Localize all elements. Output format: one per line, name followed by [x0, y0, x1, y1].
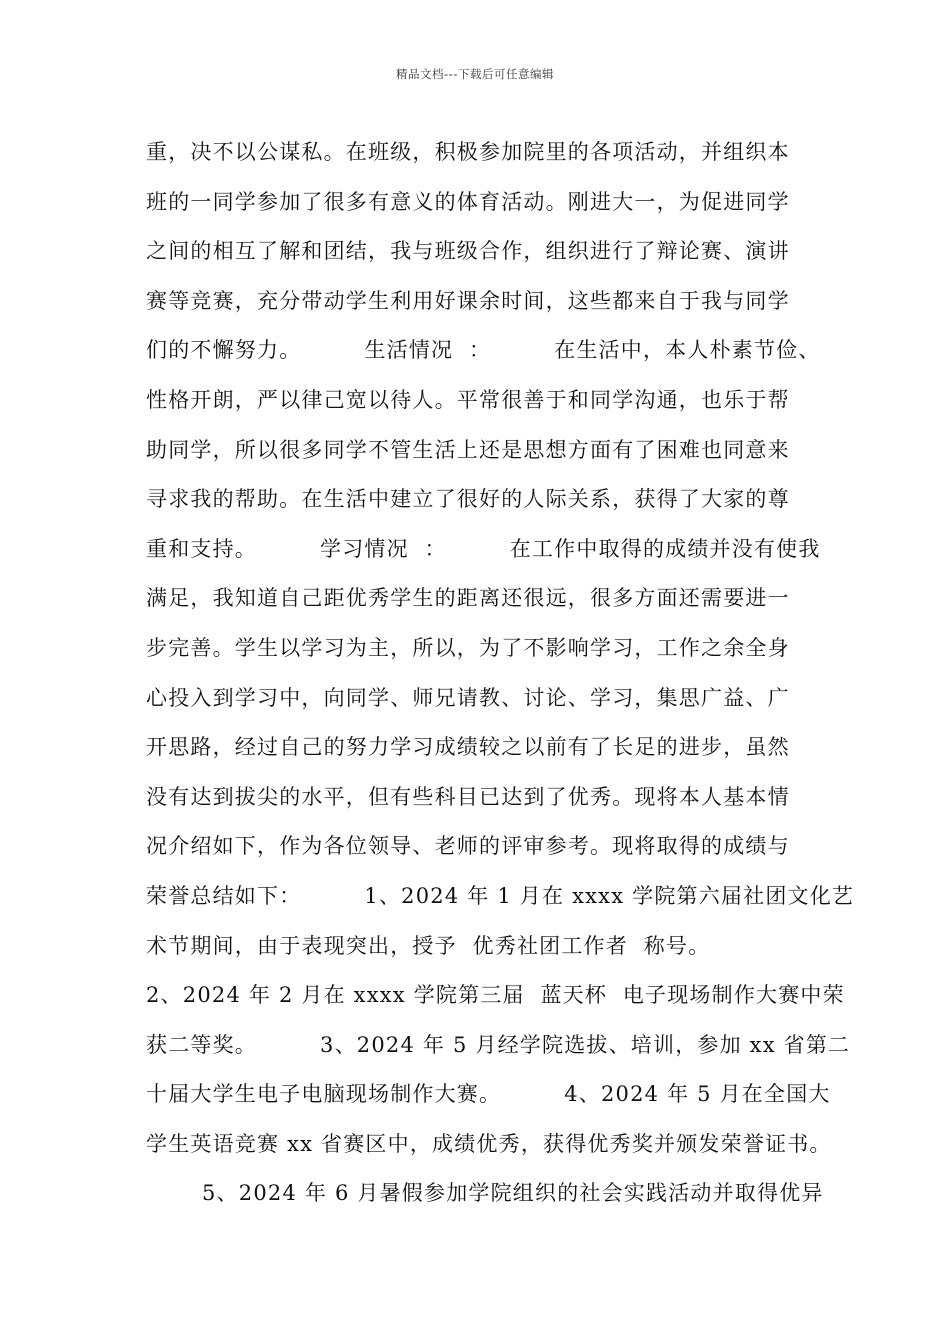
text-line: 开思路，经过自己的努力学习成绩较之以前有了长足的进步，虽然 — [146, 735, 790, 760]
text-line: 荣誉总结如下： 1、2024 年 1 月在 xxxx 学院第六届社团文化艺 — [146, 883, 855, 908]
text-line: 助同学，所以很多同学不管生活上还是思想方面有了困难也同意来 — [146, 437, 790, 462]
text-line: 重，决不以公谋私。在班级，积极参加院里的各项活动，并组织本 — [146, 140, 790, 164]
text-line: 之间的相互了解和团结，我与班级合作，组织进行了辩论赛、演讲 — [146, 239, 790, 264]
text-line: 况介绍如下，作为各位领导、老师的评审参考。现将取得的成绩与 — [146, 834, 790, 859]
text-line: 学生英语竞赛 xx 省赛区中，成绩优秀，获得优秀奖并颁发荣誉证书。 — [146, 1131, 832, 1156]
text-line: 步完善。学生以学习为主，所以，为了不影响学习，工作之余全身 — [146, 635, 790, 660]
text-line: 心投入到学习中，向同学、师兄请教、讨论、学习，集思广益、广 — [146, 685, 790, 710]
document-body — [146, 128, 855, 1219]
text-line: 十届大学生电子电脑现场制作大赛。 4、2024 年 5 月在全国大 — [146, 1082, 831, 1107]
text-line: 赛等竞赛，充分带动学生利用好课余时间，这些都来自于我与同学 — [146, 288, 790, 313]
text-line: 术节期间，由于表现突出，授予 优秀社团工作者 称号。 — [146, 933, 711, 958]
text-line: 重和支持。 学习情况 ： 在工作中取得的成绩并没有使我 — [146, 536, 821, 561]
text-line: 寻求我的帮助。在生活中建立了很好的人际关系，获得了大家的尊 — [146, 487, 790, 512]
text-line: 性格开朗，严以律己宽以待人。平常很善于和同学沟通，也乐于帮 — [146, 387, 790, 412]
text-line: 没有达到拔尖的水平，但有些科目已达到了优秀。现将本人基本情 — [146, 784, 790, 809]
text-line: 班的一同学参加了很多有意义的体育活动。刚进大一，为促进同学 — [146, 189, 790, 214]
text-line: 5、2024 年 6 月暑假参加学院组织的社会实践活动并取得优异 — [202, 1181, 824, 1206]
text-line: 们的不懈努力。 生活情况 ： 在生活中，本人朴素节俭、 — [146, 338, 821, 363]
text-line: 满足，我知道自己距优秀学生的距离还很远，很多方面还需要进一 — [146, 586, 790, 611]
text-line: 获二等奖。 3、2024 年 5 月经学院选拔、培训，参加 xx 省第二 — [146, 1032, 851, 1057]
page-header: 精品文档---下载后可任意编辑 — [396, 67, 554, 81]
text-line: 2、2024 年 2 月在 xxxx 学院第三届 蓝天杯 电子现场制作大赛中荣 — [146, 983, 845, 1008]
